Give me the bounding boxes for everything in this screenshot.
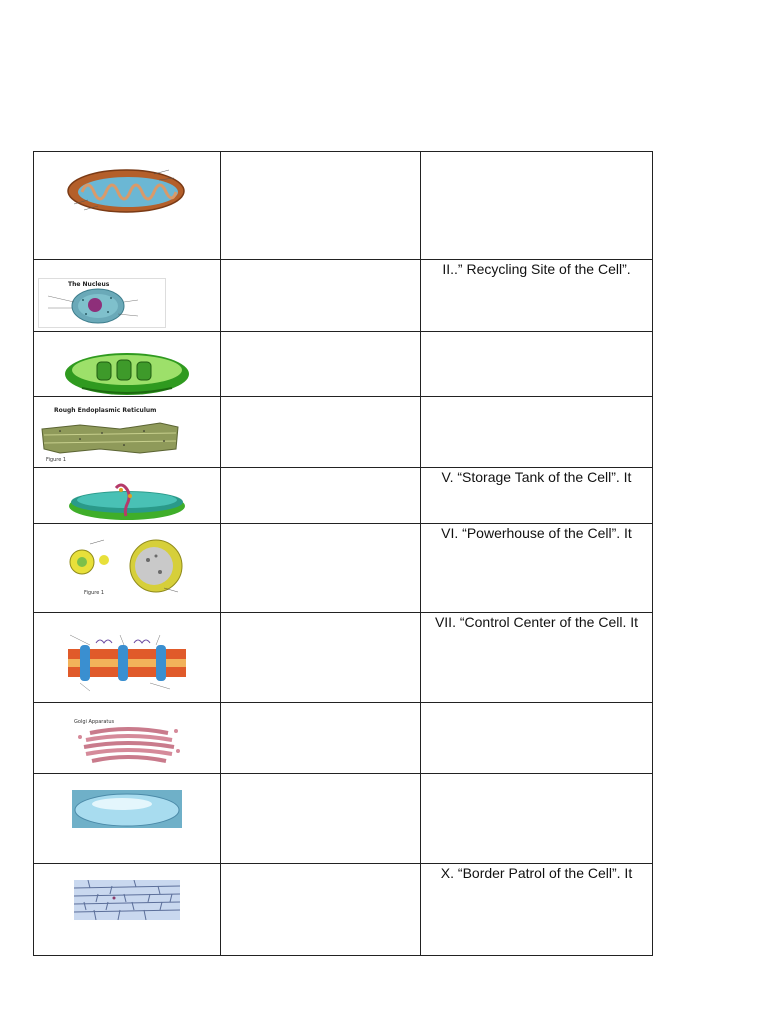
clue-cell xyxy=(421,397,653,468)
clue-text: II..” Recycling Site of the Cell”. xyxy=(442,261,631,277)
clue-cell xyxy=(421,468,653,524)
vacuole-image xyxy=(66,482,188,522)
clue-cell xyxy=(421,260,653,332)
image-cell xyxy=(34,332,221,397)
clue-cell xyxy=(421,703,653,774)
table-row xyxy=(34,260,653,332)
table-row xyxy=(34,152,653,260)
cell-membrane-image xyxy=(60,631,196,693)
lysosome-image xyxy=(60,538,200,598)
clue-text: V. “Storage Tank of the Cell”. It xyxy=(441,469,632,485)
answer-cell[interactable] xyxy=(221,397,421,468)
clue-text: VI. “Powerhouse of the Cell”. It xyxy=(441,525,632,541)
cell-wall-image xyxy=(74,880,180,920)
golgi-title: Golgi Apparatus xyxy=(74,719,115,725)
organelle-table xyxy=(33,151,653,956)
image-cell xyxy=(34,397,221,468)
table-row xyxy=(34,864,653,956)
nucleus-title: The Nucleus xyxy=(68,281,110,288)
clue-cell xyxy=(421,152,653,260)
golgi-image xyxy=(72,717,184,769)
table-row xyxy=(34,774,653,864)
table-row xyxy=(34,397,653,468)
image-cell xyxy=(34,774,221,864)
answer-cell[interactable] xyxy=(221,703,421,774)
table-row xyxy=(34,524,653,613)
answer-cell[interactable] xyxy=(221,260,421,332)
table-row xyxy=(34,332,653,397)
clue-cell xyxy=(421,524,653,613)
image-cell xyxy=(34,864,221,956)
image-cell xyxy=(34,468,221,524)
clue-cell xyxy=(421,332,653,397)
image-cell xyxy=(34,260,221,332)
image-cell xyxy=(34,613,221,703)
table-row xyxy=(34,613,653,703)
vacuole-blue-image xyxy=(72,790,182,828)
mitochondrion-image xyxy=(64,166,188,216)
clue-cell xyxy=(421,774,653,864)
table-row xyxy=(34,468,653,524)
image-cell xyxy=(34,703,221,774)
chloroplast-image xyxy=(62,348,192,396)
rough-er-image xyxy=(40,405,182,463)
image-cell xyxy=(34,152,221,260)
image-cell xyxy=(34,524,221,613)
clue-text: VII. “Control Center of the Cell. It xyxy=(434,614,639,630)
figure-label: Figure 1 xyxy=(84,590,105,596)
nucleus-image xyxy=(38,278,166,328)
clue-cell xyxy=(421,864,653,956)
figure-label: Figure 1 xyxy=(46,457,67,463)
answer-cell[interactable] xyxy=(221,774,421,864)
clue-cell xyxy=(421,613,653,703)
answer-cell[interactable] xyxy=(221,524,421,613)
table-row xyxy=(34,703,653,774)
clue-text: X. “Border Patrol of the Cell”. It xyxy=(440,865,633,881)
answer-cell[interactable] xyxy=(221,468,421,524)
answer-cell[interactable] xyxy=(221,332,421,397)
answer-cell[interactable] xyxy=(221,152,421,260)
rough-er-title: Rough Endoplasmic Reticulum xyxy=(54,407,157,414)
answer-cell[interactable] xyxy=(221,613,421,703)
answer-cell[interactable] xyxy=(221,864,421,956)
